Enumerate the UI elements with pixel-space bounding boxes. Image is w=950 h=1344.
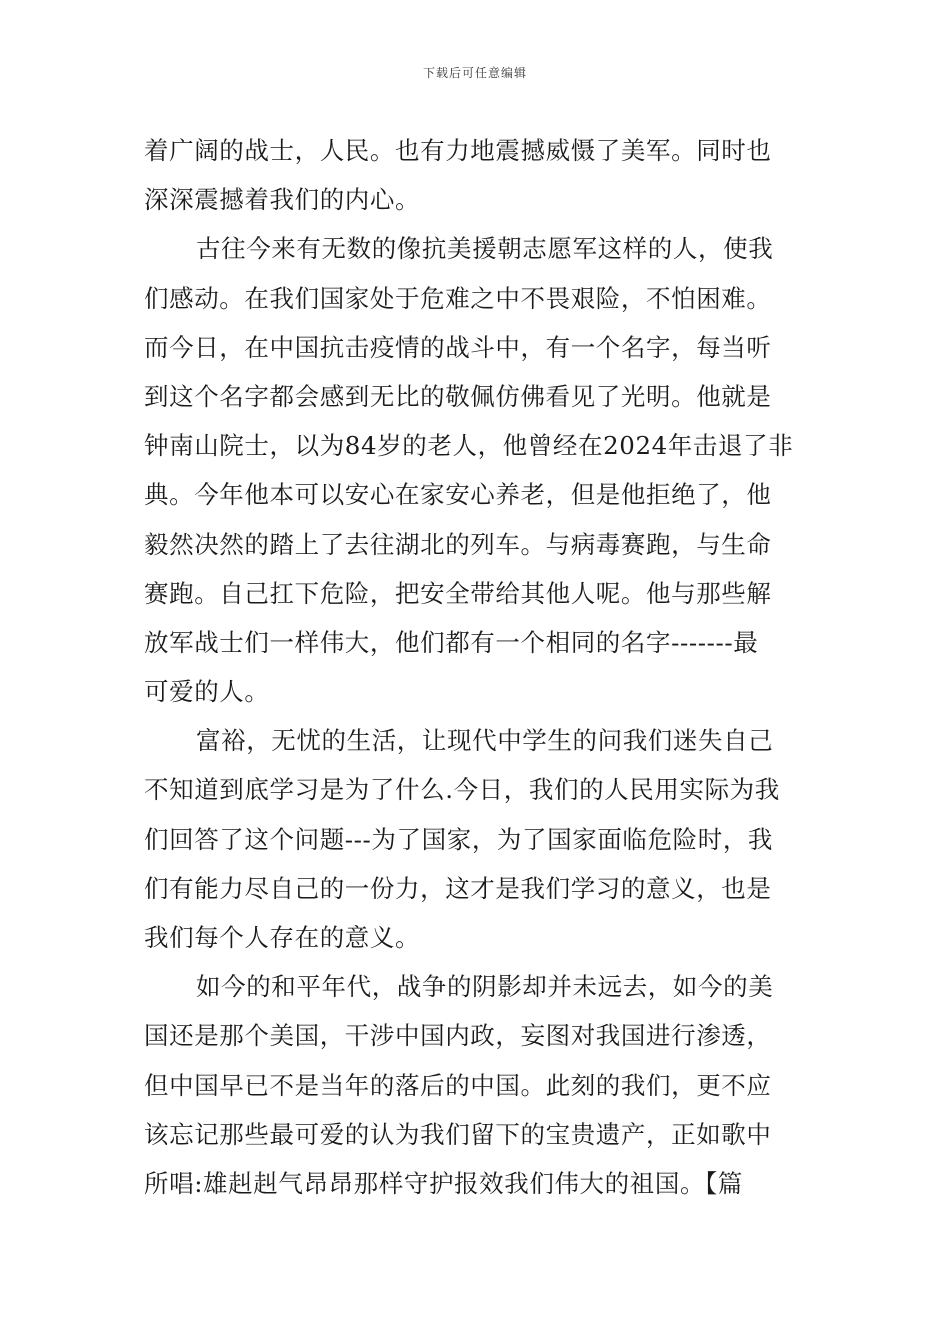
text-line: 毅然决然的踏上了去往湖北的列车。与病毒赛跑，与生命 (144, 529, 772, 559)
text-line: 我们每个人存在的意义。 (144, 923, 421, 952)
text-line: 但中国早已不是当年的落后的中国。此刻的我们，更不应 (144, 1070, 772, 1100)
text-line: 不知道到底学习是为了什么.今日，我们的人民用实际为我 (144, 775, 780, 805)
text-line: 所唱:雄赳赳气昂昂那样守护报效我们伟大的祖国。【篇 (144, 1168, 744, 1198)
paragraph-start-line: 富裕，无忧的生活，让现代中学生的问我们迷失自己 (196, 726, 774, 756)
paragraph-start-line: 古往今来有无数的像抗美援朝志愿军这样的人，使我 (196, 234, 774, 264)
text-line: 深深震撼着我们的内心。 (144, 185, 421, 215)
text-line: 们有能力尽自己的一份力，这才是我们学习的意义，也是 (144, 873, 772, 903)
body-text (144, 126, 809, 1208)
text-line: 着广阔的战士，人民。也有力地震撼威慑了美军。同时也 (144, 136, 772, 165)
text-line: 放军战士们一样伟大，他们都有一个相同的名字-------最 (144, 627, 759, 657)
text-line: 而今日，在中国抗击疫情的战斗中，有一个名字，每当听 (144, 332, 772, 362)
page-header: 下载后可任意编辑 (422, 66, 527, 80)
text-line: 们感动。在我们国家处于危难之中不畏艰险，不怕困难。 (144, 283, 772, 313)
text-line: 该忘记那些最可爱的认为我们留下的宝贵遗产，正如歌中 (144, 1119, 772, 1149)
text-line: 钟南山院士，以为84岁的老人，他曾经在2024年击退了非 (144, 431, 794, 461)
text-line: 典。今年他本可以安心在家安心养老，但是他拒绝了，他 (144, 480, 772, 510)
text-line: 可爱的人。 (144, 677, 270, 707)
text-line: 赛跑。自己扛下危险，把安全带给其他人呢。他与那些解 (144, 578, 772, 608)
paragraph-start-line: 如今的和平年代，战争的阴影却并未远去，如今的美 (196, 972, 774, 1002)
text-line: 国还是那个美国，干涉中国内政，妄图对我国进行渗透， (144, 1021, 772, 1051)
text-line: 到这个名字都会感到无比的敬佩仿佛看见了光明。他就是 (144, 381, 772, 411)
text-line: 们回答了这个问题---为了国家，为了国家面临危险时，我 (144, 824, 774, 854)
